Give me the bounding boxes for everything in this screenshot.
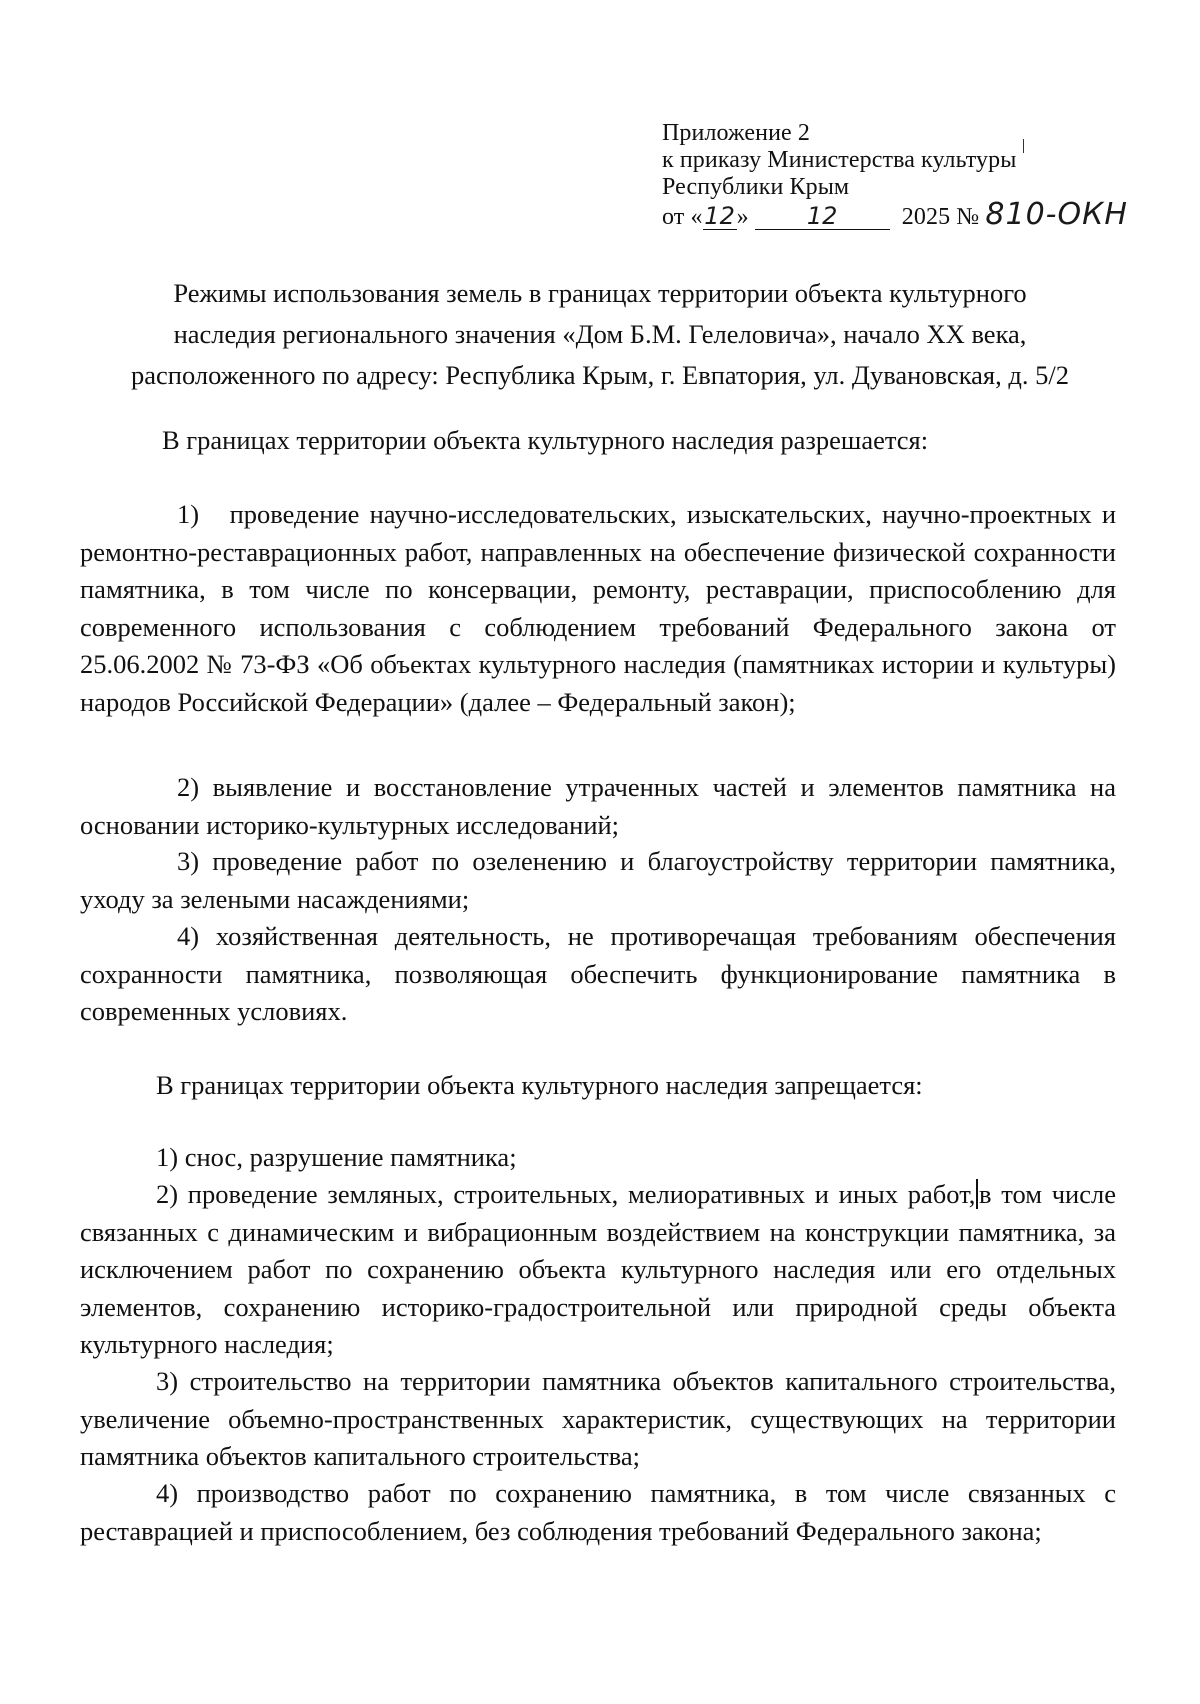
title-line-1: Режимы использования земель в границах территории объекта культурного [173,278,1027,308]
date-close-quote: » [736,204,749,230]
title-line-2: наследия регионального значения «Дом Б.М. Гелеловича», начало XX века, [173,319,1027,349]
forbidden-heading: В границах территории объекта культурного наследия запрещается: [156,1070,923,1100]
margin-tick-mark [1023,139,1024,153]
allowed-heading: В границах территории объекта культурного наследия разрешается: [162,425,929,455]
approval-block [662,120,1132,231]
date-prefix: от « [662,204,703,230]
date-year: 2025 № [901,204,980,230]
approval-date-line [662,197,1132,232]
order-number-handwritten: 810-ОКН [985,197,1128,232]
allowed-item-4: 4) хозяйственная деятельность, не противоречащая требованиям обеспечения сохранности памятника, позволяющая обеспечить функционирование памятника в современных условиях. [80,921,1116,1026]
allowed-item-2: 2) выявление и восстановление утраченных частей и элементов памятника на основании историко-культурных исследований; [80,772,1116,840]
forbidden-item-2-rest: в том числе связанных с динамическим и вибрационным воздействием на конструкции памятника, за исключением работ по сохранению объекта культурного наследия или его отдельных элементов, сохранению историко-градостроительной или природной среды объекта культурного наследия; [80,1179,1116,1359]
vertical-mark [976,1179,978,1209]
forbidden-item-3: 3) строительство на территории памятника объектов капитального строительства, увеличение объемно-пространственных характеристик, существующих на территории памятника объектов капитального строительства; [80,1366,1116,1471]
forbidden-item-2 [80,1176,1116,1364]
title-line-3: расположенного по адресу: Республика Крым, г. Евпатория, ул. Дувановская, д. 5/2 [131,360,1069,390]
document-title [70,273,1130,396]
approval-republic: Республики Крым [662,174,850,200]
date-month-handwritten: 12 [806,202,838,230]
date-day-handwritten: 12 [704,202,735,230]
allowed-item-1: 1) проведение научно-исследовательских, изыскательских, научно-проектных и ремонтно-реставрационных работ, направленных на обеспечение физической сохранности памятника, в том числе по консервации, ремонту, реставрации, приспособлению для современного использования с соблюдением требований Федерального закона от 25.06.2002 № 73-ФЗ «Об объектах культурного наследия (памятниках истории и культуры) народов Российской Федерации» (далее – Федеральный закон); [80,499,1116,717]
approval-appendix-label: Приложение 2 [662,120,811,146]
allowed-item-3: 3) проведение работ по озеленению и благоустройству территории памятника, уходу за зелеными насаждениями; [80,846,1116,914]
approval-order-ref: к приказу Министерства культуры [662,147,1017,173]
forbidden-item-2-start: 2) проведение земляных, строительных, мелиоративных и иных работ, [156,1179,976,1209]
forbidden-item-4: 4) производство работ по сохранению памятника, в том числе связанных с реставрацией и приспособлением, без соблюдения требований Федерального закона; [80,1478,1116,1546]
forbidden-item-1: 1) снос, разрушение памятника; [156,1142,517,1172]
